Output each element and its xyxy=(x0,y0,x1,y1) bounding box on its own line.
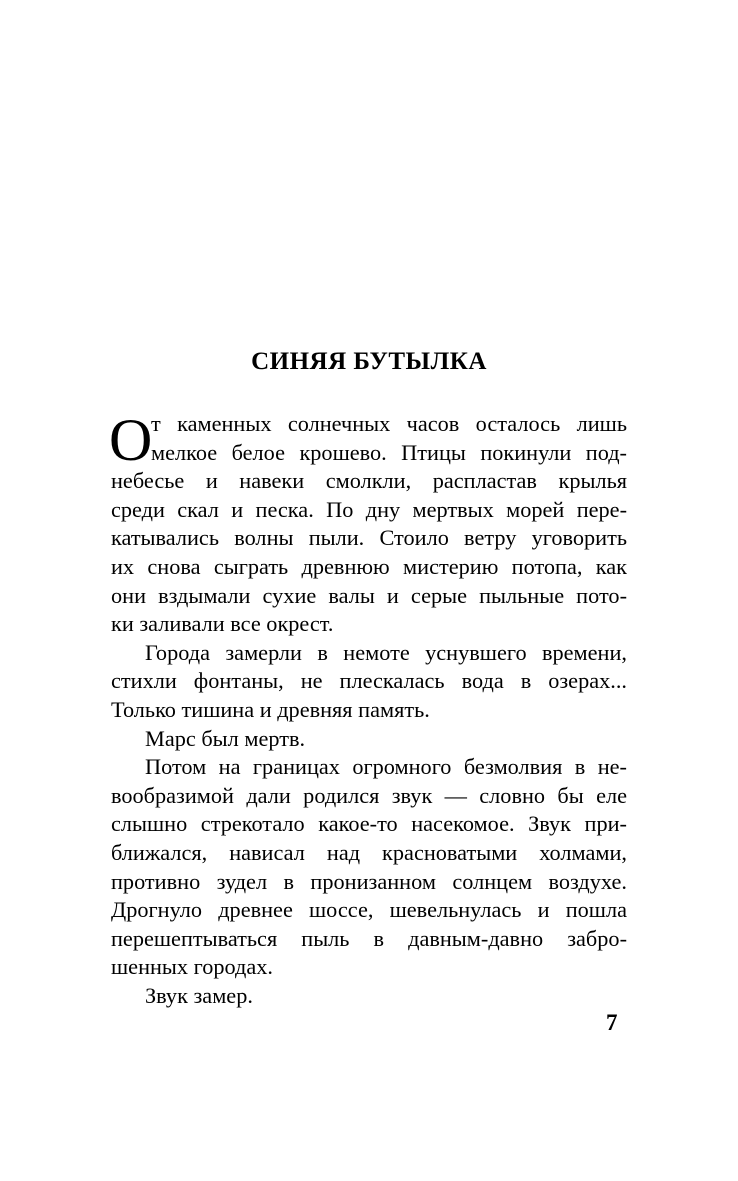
text-line: слышно стрекотало какое-то насекомое. Звук при- xyxy=(111,811,627,837)
text-line: их снова сыграть древнюю мистерию потопа, как xyxy=(111,553,627,579)
text-line: катывались волны пыли. Стоило ветру уговорить xyxy=(111,525,627,551)
text-line: стихли фонтаны, не плескалась вода в озерах... xyxy=(111,668,627,694)
text-line: мелкое белое крошево. Птицы покинули под- xyxy=(151,439,627,465)
text-line: Марс был мертв. xyxy=(145,725,306,751)
text-line: Звук замер. xyxy=(145,982,253,1008)
text-line: Города замерли в немоте уснувшего времени, xyxy=(145,639,627,665)
text-line: ки заливали все окрест. xyxy=(111,611,334,637)
text-line: ближался, нависал над красноватыми холмами, xyxy=(111,839,627,865)
text-line: среди скал и песка. По дну мертвых морей пере- xyxy=(111,496,627,522)
text-line: Только тишина и древняя память. xyxy=(111,696,430,722)
text-line: Потом на границах огромного безмолвия в не- xyxy=(145,754,627,780)
text-line: т каменных солнечных часов осталось лишь xyxy=(151,411,627,436)
page-number: 7 xyxy=(606,1010,618,1035)
chapter-title: СИНЯЯ БУТЫЛКА xyxy=(251,348,487,375)
text-line: вообразимой дали родился звук — словно бы еле xyxy=(111,782,627,808)
text-line: Дрогнуло древнее шоссе, шевельнулась и пошла xyxy=(111,897,627,923)
story-text xyxy=(109,407,627,1010)
text-line: шенных городах. xyxy=(111,954,273,980)
text-line: перешептываться пыль в давным-давно забро- xyxy=(111,925,627,951)
text-line: небесье и навеки смолкли, распластав крылья xyxy=(111,468,627,494)
text-line: они вздымали сухие валы и серые пыльные пото- xyxy=(111,582,627,608)
text-line: противно зудел в пронизанном солнцем воздухе. xyxy=(111,868,627,894)
drop-cap: О xyxy=(109,407,153,473)
